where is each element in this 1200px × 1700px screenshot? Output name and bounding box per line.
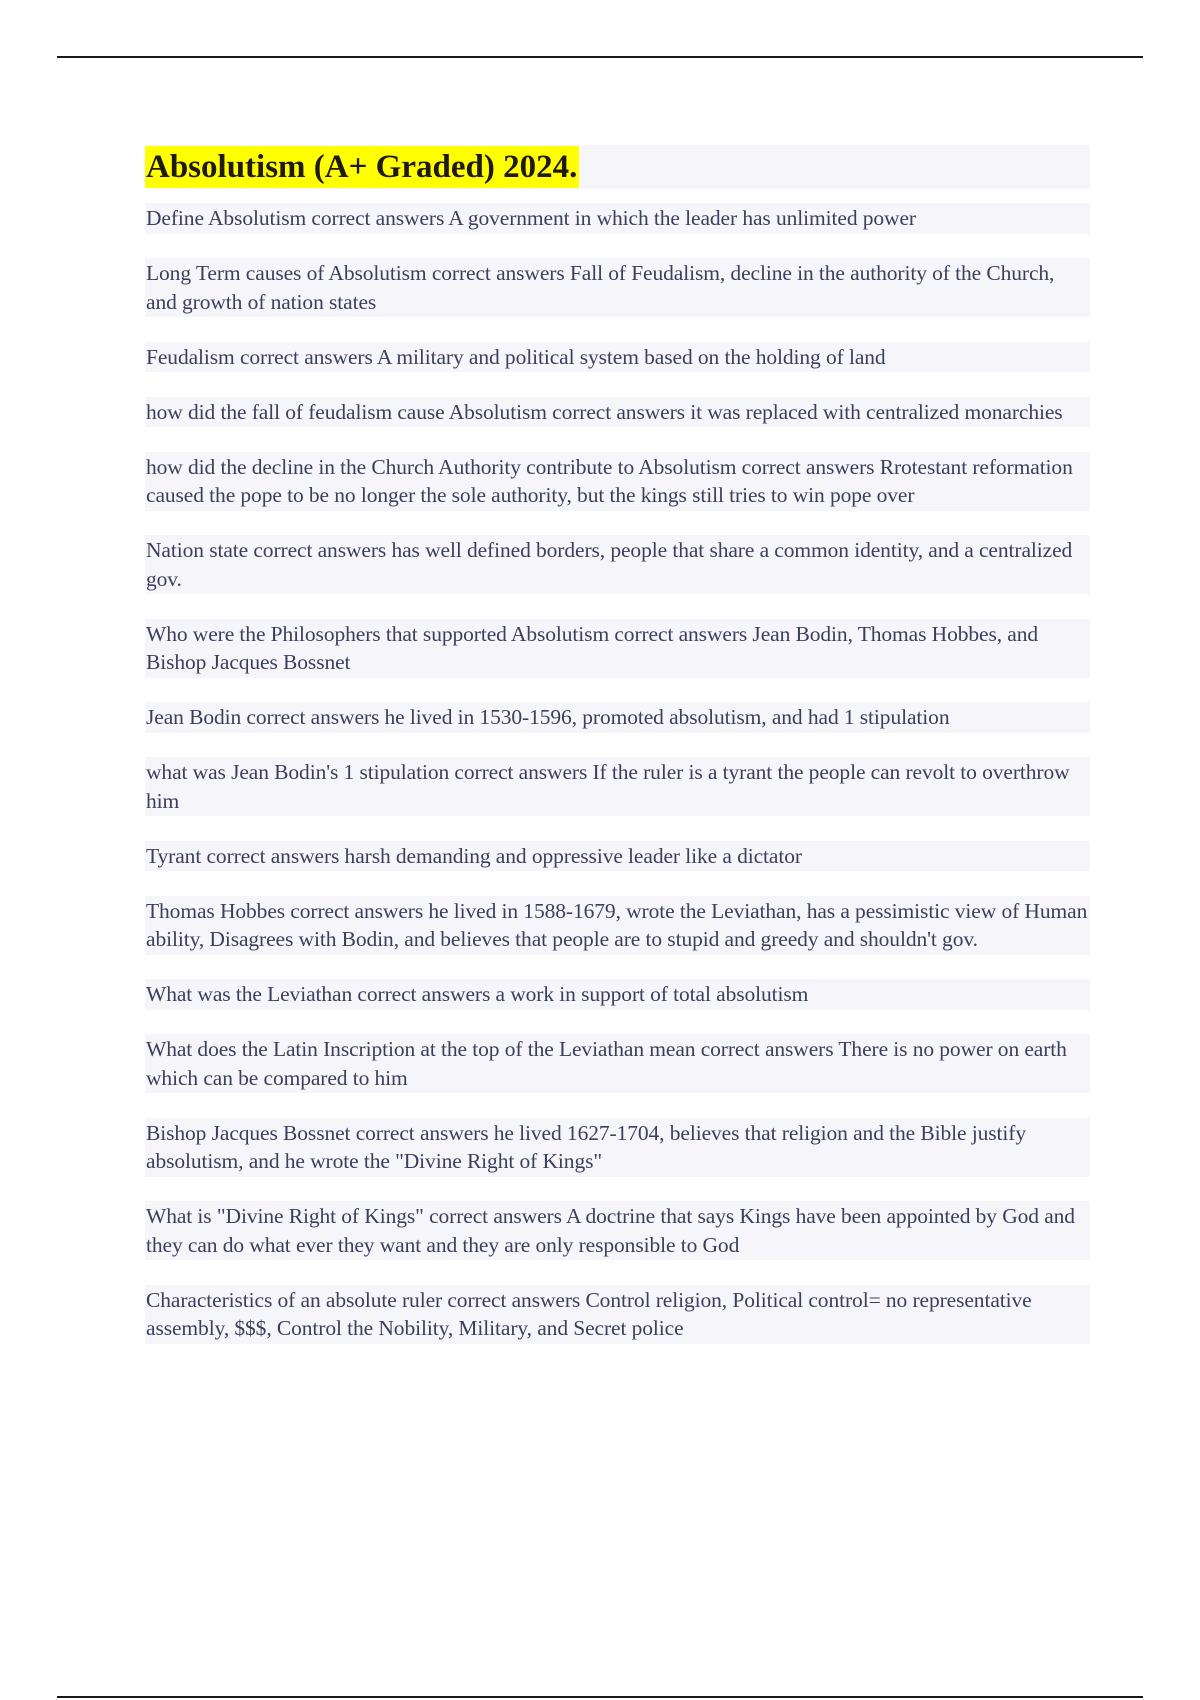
qa-item: Characteristics of an absolute ruler correct answers Control religion, Political control= no representative assembly, $$$, Control the Nobility, Military, and Secret police: [145, 1285, 1090, 1344]
qa-item: Jean Bodin correct answers he lived in 1530-1596, promoted absolutism, and had 1 stipulation: [145, 702, 1090, 733]
qa-item: Tyrant correct answers harsh demanding and oppressive leader like a dictator: [145, 841, 1090, 872]
qa-item: Define Absolutism correct answers A government in which the leader has unlimited power: [145, 203, 1090, 234]
top-rule: [57, 56, 1143, 58]
qa-item: Who were the Philosophers that supported Absolutism correct answers Jean Bodin, Thomas Hobbes, and Bishop Jacques Bossnet: [145, 619, 1090, 678]
qa-item: Nation state correct answers has well defined borders, people that share a common identity, and a centralized gov.: [145, 535, 1090, 594]
qa-item: what was Jean Bodin's 1 stipulation correct answers If the ruler is a tyrant the people can revolt to overthrow him: [145, 757, 1090, 816]
qa-item: What is "Divine Right of Kings" correct answers A doctrine that says Kings have been appointed by God and they can do what ever they want and they are only responsible to God: [145, 1201, 1090, 1260]
title-band: [145, 145, 1090, 189]
qa-list: [145, 203, 1090, 1344]
qa-item: Long Term causes of Absolutism correct answers Fall of Feudalism, decline in the authority of the Church, and growth of nation states: [145, 258, 1090, 317]
qa-item: What does the Latin Inscription at the top of the Leviathan mean correct answers There is no power on earth which can be compared to him: [145, 1034, 1090, 1093]
qa-item: how did the fall of feudalism cause Absolutism correct answers it was replaced with centralized monarchies: [145, 397, 1090, 428]
document-title: Absolutism (A+ Graded) 2024.: [145, 146, 579, 188]
qa-item: Thomas Hobbes correct answers he lived in 1588-1679, wrote the Leviathan, has a pessimistic view of Human ability, Disagrees with Bodin, and believes that people are to stupid and greedy and shouldn't gov.: [145, 896, 1090, 955]
qa-item: how did the decline in the Church Authority contribute to Absolutism correct answers Rrotestant reformation caused the pope to be no longer the sole authority, but the kings still tries to win pope over: [145, 452, 1090, 511]
bottom-rule: [57, 1696, 1143, 1698]
document-page: [145, 145, 1090, 1368]
qa-item: Bishop Jacques Bossnet correct answers he lived 1627-1704, believes that religion and the Bible justify absolutism, and he wrote the "Divine Right of Kings": [145, 1118, 1090, 1177]
qa-item: Feudalism correct answers A military and political system based on the holding of land: [145, 342, 1090, 373]
qa-item: What was the Leviathan correct answers a work in support of total absolutism: [145, 979, 1090, 1010]
